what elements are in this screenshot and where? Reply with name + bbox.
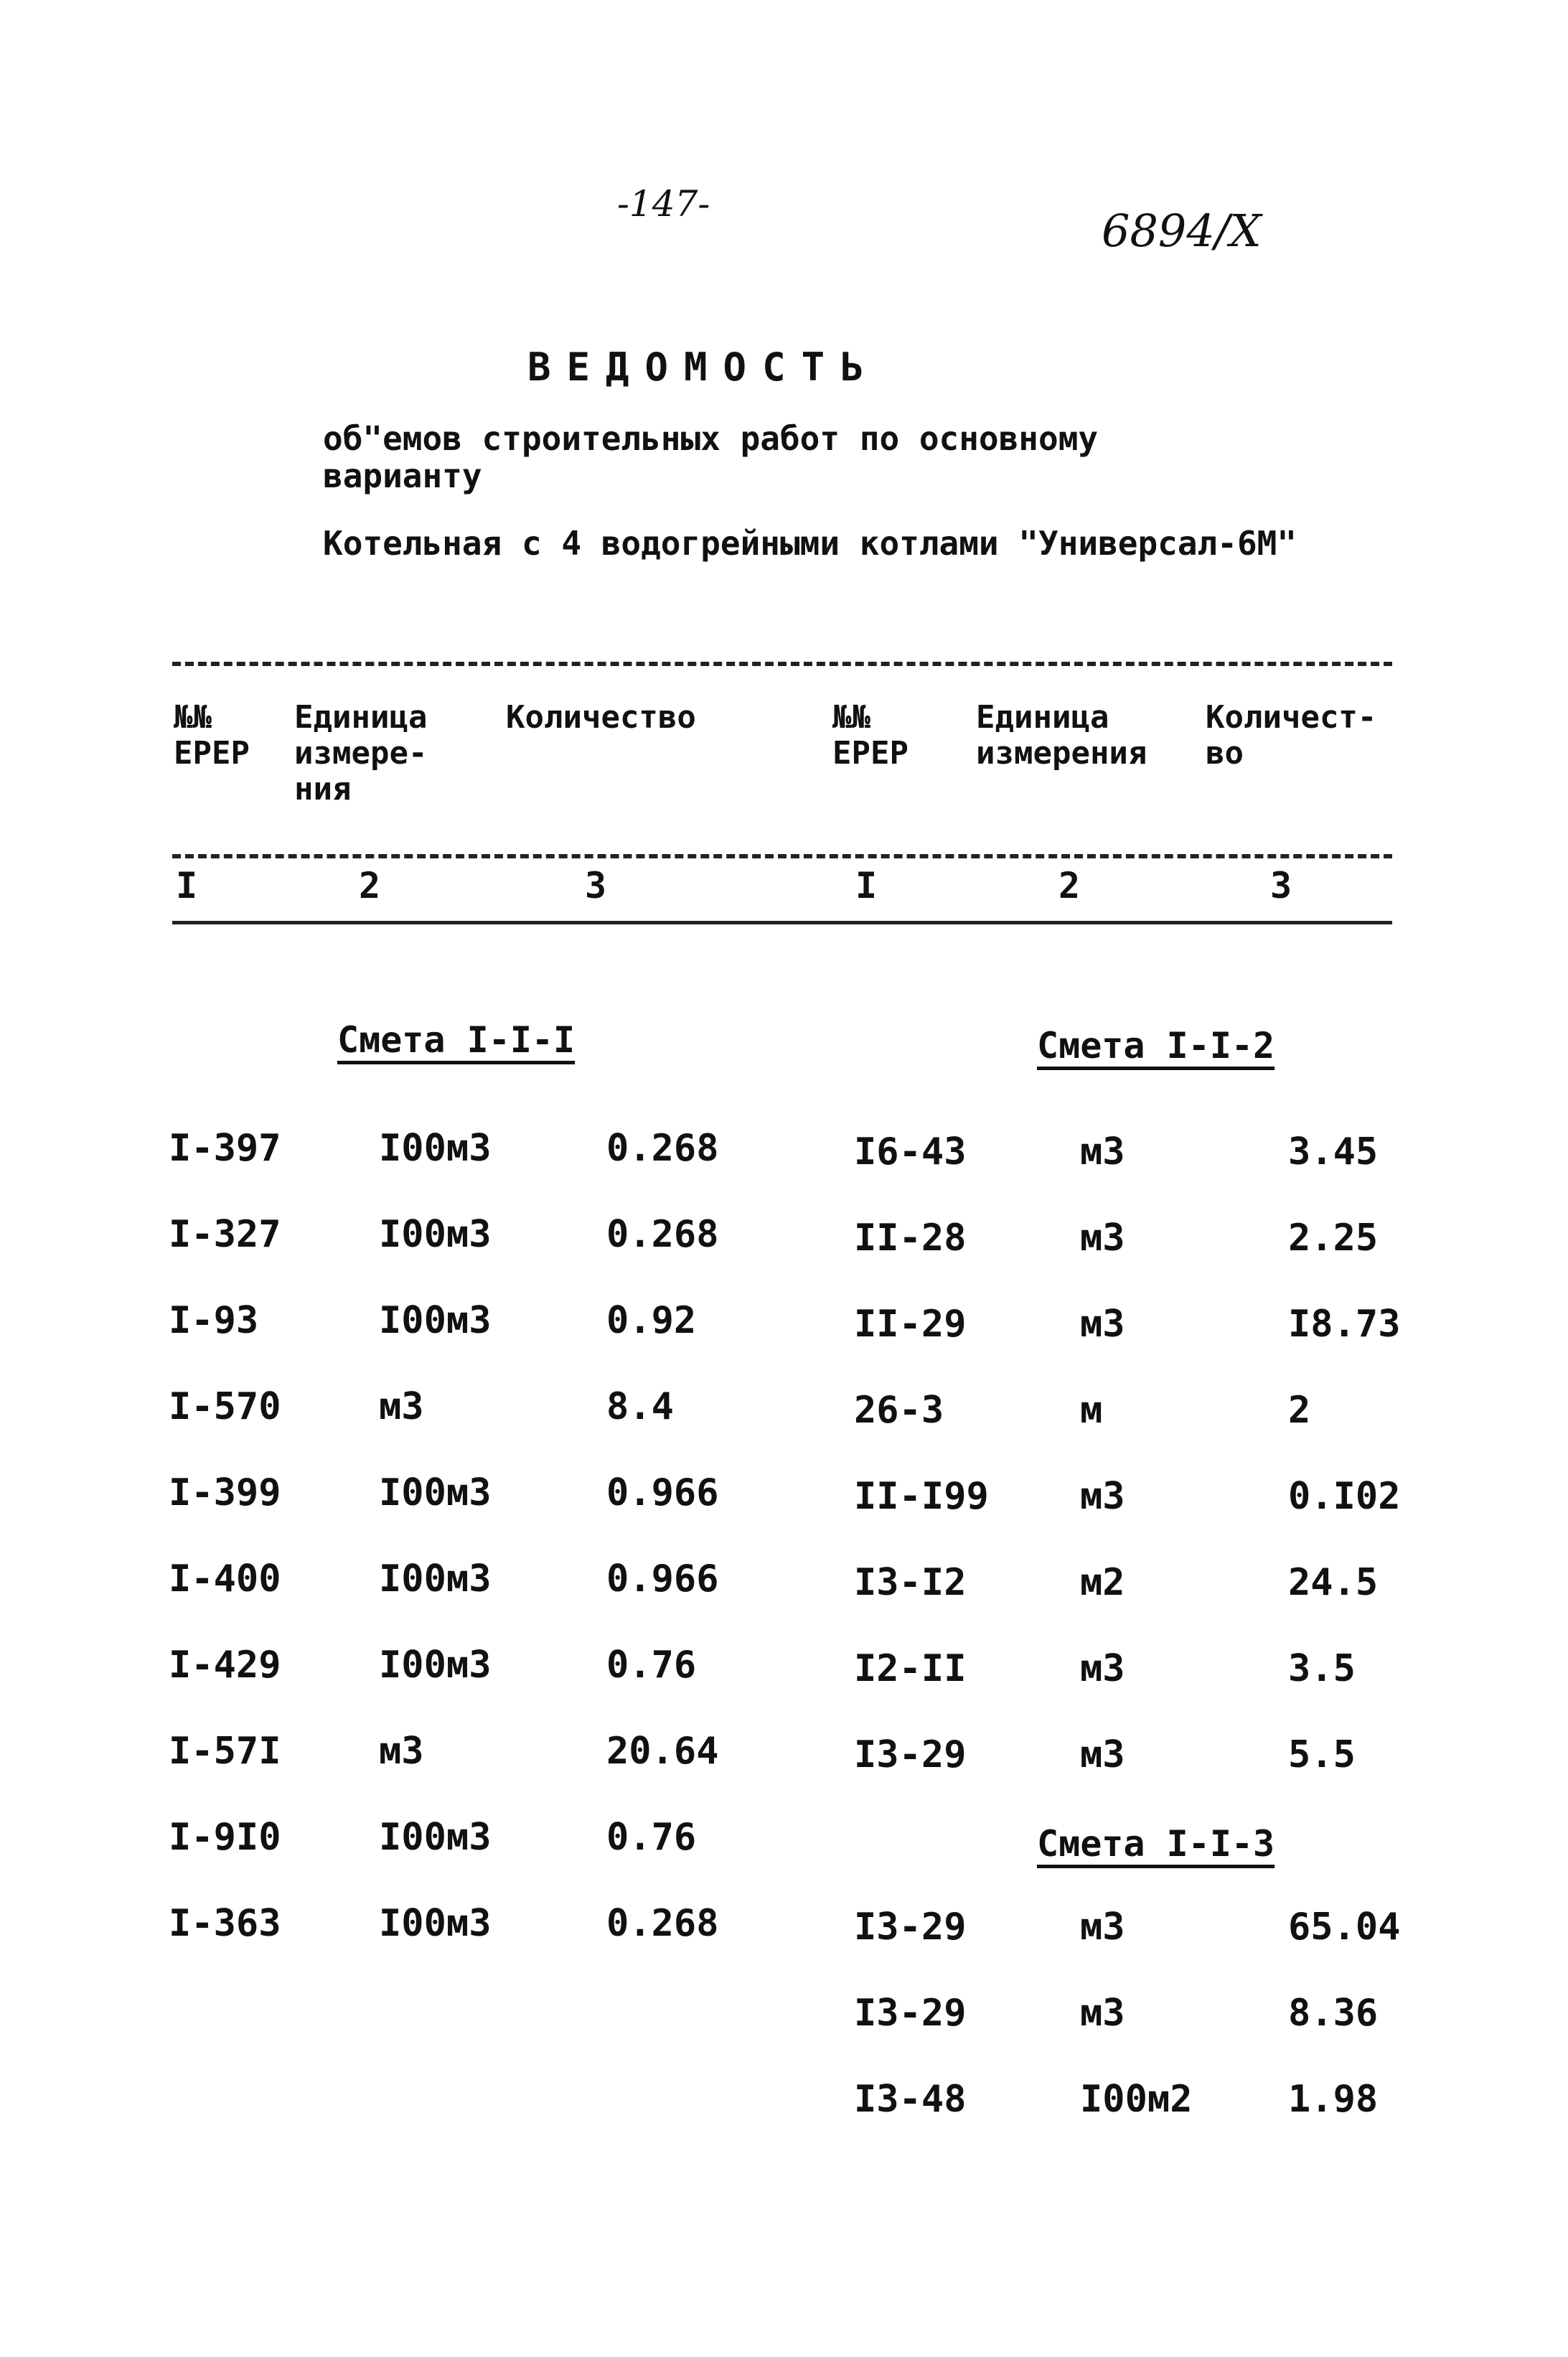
row-code: 26-3 — [854, 1389, 944, 1432]
row-unit: I00м3 — [379, 1644, 492, 1687]
row-unit: м3 — [1080, 1303, 1125, 1346]
row-qty: 0.268 — [606, 1127, 719, 1170]
row-qty: 3.5 — [1288, 1647, 1356, 1690]
row-code: I2-II — [854, 1647, 967, 1690]
row-code: I-327 — [169, 1213, 281, 1256]
row-unit: м3 — [1080, 1647, 1125, 1690]
row-qty: 2 — [1288, 1389, 1311, 1432]
row-unit: м3 — [1080, 1992, 1125, 2035]
row-code: I3-29 — [854, 1992, 967, 2035]
row-code: I-570 — [169, 1385, 281, 1428]
row-unit: I00м3 — [379, 1557, 492, 1601]
row-qty: 5.5 — [1288, 1733, 1356, 1776]
row-unit: I00м3 — [379, 1127, 492, 1170]
row-code: II-29 — [854, 1303, 967, 1346]
row-unit: м3 — [1080, 1906, 1125, 1949]
row-qty: 65.04 — [1288, 1906, 1401, 1949]
row-code: I-363 — [169, 1902, 281, 1945]
row-code: I6-43 — [854, 1130, 967, 1173]
header-right-qty: Количест- во — [1206, 699, 1377, 772]
header-left-qty: Количество — [506, 699, 696, 736]
row-code: I-397 — [169, 1127, 281, 1170]
document-title: ВЕДОМОСТЬ — [527, 345, 880, 390]
column-number: I — [855, 865, 878, 906]
row-qty: 0.76 — [606, 1816, 697, 1859]
row-qty: 8.4 — [606, 1385, 674, 1428]
facility-name: Котельная с 4 водогрейными котлами "Универсал-6М" — [323, 524, 1297, 563]
page-number: -147- — [617, 183, 710, 225]
column-number: 2 — [359, 865, 381, 906]
document-reference: 6894/X — [1102, 205, 1262, 257]
row-unit: I00м3 — [379, 1213, 492, 1256]
column-number: I — [176, 865, 198, 906]
row-unit: м3 — [379, 1730, 424, 1773]
row-qty: 24.5 — [1288, 1561, 1379, 1604]
document-subtitle: об"емов строительных работ по основному варианту — [323, 419, 1099, 495]
row-qty: 0.268 — [606, 1902, 719, 1945]
row-code: I-400 — [169, 1557, 281, 1601]
section-title-right-2: Смета I-I-3 — [1037, 1823, 1275, 1865]
column-number: 2 — [1058, 865, 1081, 906]
row-code: I-9I0 — [169, 1816, 281, 1859]
column-number: 3 — [585, 865, 607, 906]
row-qty: 0.966 — [606, 1471, 719, 1514]
row-code: II-I99 — [854, 1475, 989, 1518]
row-code: II-28 — [854, 1217, 967, 1260]
row-code: I-399 — [169, 1471, 281, 1514]
row-qty: 0.I02 — [1288, 1475, 1401, 1518]
row-qty: 0.268 — [606, 1213, 719, 1256]
row-unit: I00м3 — [379, 1471, 492, 1514]
row-unit: I00м3 — [379, 1299, 492, 1342]
row-qty: 0.76 — [606, 1644, 697, 1687]
row-code: I-93 — [169, 1299, 259, 1342]
row-unit: м3 — [1080, 1130, 1125, 1173]
row-qty: 20.64 — [606, 1730, 719, 1773]
header-bottom-divider — [172, 921, 1392, 924]
row-qty: 0.92 — [606, 1299, 697, 1342]
row-qty: 0.966 — [606, 1557, 719, 1601]
header-left-code: №№ ЕРЕР — [174, 699, 250, 772]
section-title-left: Смета I-I-I — [337, 1019, 576, 1061]
row-unit: I00м3 — [379, 1816, 492, 1859]
row-code: I3-I2 — [854, 1561, 967, 1604]
row-qty: 2.25 — [1288, 1217, 1379, 1260]
row-qty: 8.36 — [1288, 1992, 1379, 2035]
row-qty: 1.98 — [1288, 2078, 1379, 2121]
section-title-right-1: Смета I-I-2 — [1037, 1025, 1275, 1067]
header-top-divider — [172, 662, 1392, 666]
row-unit: I00м2 — [1080, 2078, 1193, 2121]
row-qty: I8.73 — [1288, 1303, 1401, 1346]
row-code: I3-29 — [854, 1906, 967, 1949]
header-left-unit: Единица измере- ния — [294, 699, 428, 807]
row-code: I3-48 — [854, 2078, 967, 2121]
header-mid-divider — [172, 854, 1392, 858]
row-code: I-429 — [169, 1644, 281, 1687]
row-code: I-57I — [169, 1730, 281, 1773]
row-unit: м3 — [1080, 1733, 1125, 1776]
row-unit: м — [1080, 1389, 1103, 1432]
row-unit: I00м3 — [379, 1902, 492, 1945]
row-unit: м3 — [379, 1385, 424, 1428]
row-qty: 3.45 — [1288, 1130, 1379, 1173]
header-right-unit: Единица измерения — [976, 699, 1147, 772]
row-unit: м3 — [1080, 1217, 1125, 1260]
row-unit: м2 — [1080, 1561, 1125, 1604]
header-right-code: №№ ЕРЕР — [832, 699, 909, 772]
column-number: 3 — [1270, 865, 1292, 906]
row-unit: м3 — [1080, 1475, 1125, 1518]
row-code: I3-29 — [854, 1733, 967, 1776]
